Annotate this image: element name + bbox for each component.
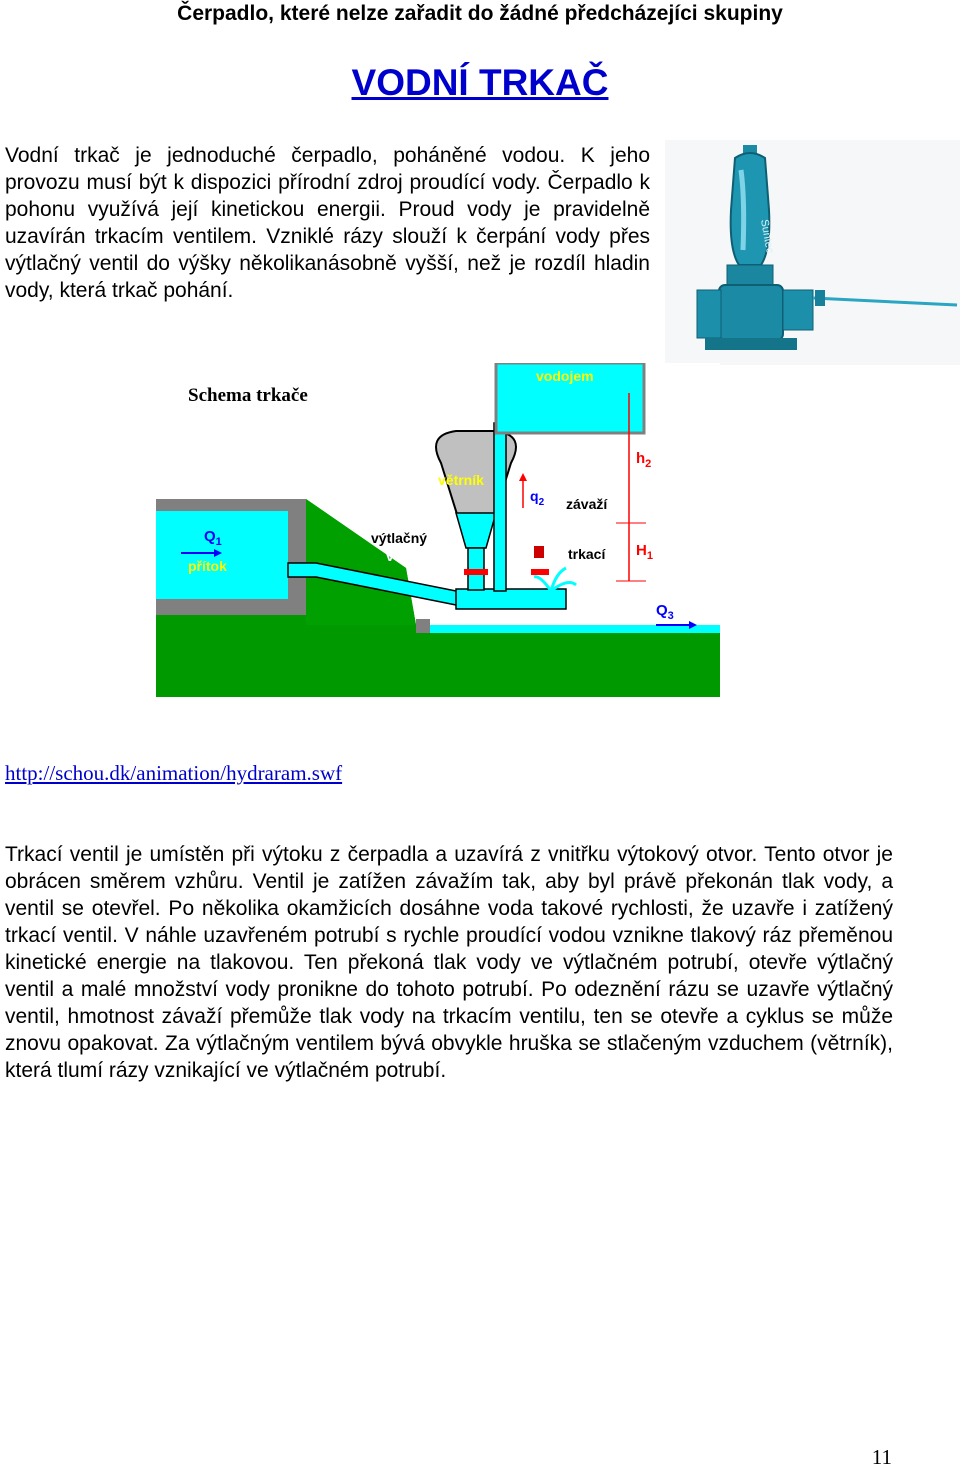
- label-trkaci-1: trkací: [568, 546, 606, 562]
- page-title: VODNÍ TRKAČ: [351, 62, 609, 103]
- label-vetrnik: větrník: [438, 472, 484, 488]
- svg-text:Suntec: Suntec: [758, 218, 776, 255]
- svg-text:h2: $h_2$: [636, 450, 652, 470]
- label-vytlacny-1: výtlačný: [371, 530, 428, 546]
- label-vodojem: vodojem: [536, 368, 594, 384]
- label-vytlacny-2: ventil: [386, 548, 423, 564]
- schema-title: Schema trkače: [188, 385, 308, 406]
- label-trkaci-2: ventil: [570, 564, 607, 580]
- svg-text:Q3: $Q_3$: [656, 602, 674, 622]
- hydraulic-ram-photo: [665, 140, 960, 365]
- page-header: Čerpadlo, které nelze zařadit do žádné předcházejíci skupiny: [177, 2, 783, 25]
- intro-paragraph: Vodní trkač je jednoduché čerpadlo, poháněné vodou. K jeho provozu musí být k dispozici přírodní zdroj proudící vody. Čerpadlo k pohonu využívá její kinetickou energii. Proud vody je pravidelně uzavírán trkacím ventilem. Vzniklé rázy slouží k čerpání vody přes výtlačný ventil do výšky několikanásobně vyšší, než je rozdíl hladin vody, která trkač pohání.: [5, 144, 650, 302]
- body-paragraph: Trkací ventil je umístěn při výtoku z čerpadla a uzavírá z vnitřku výtokový otvor. Tento otvor je obrácen směrem vzhůru. Ventil je zatížen závažím tak, aby byl právě překonán tlak vody, a ventil se otevřel. Po několika okamžicích dosáhne voda takové rychlosti, že uzavře i zatížený trkací ventil. V náhle uzavřeném potrubí s rychle proudící vodou vznikne tlakový ráz přeměnou kinetické energie na tlakovou. Ten překoná tlak vody ve výtlačném potrubí, otevře výtlačný ventil a malé množství vody pronikne do tohoto potrubí. Po odeznění rázu se uzavře výtlačný ventil, hmotnost závaží přemůže tlak vody na trkacím ventilu, ten se otevře a cyklus se může znovu opakovat. Za výtlačným ventilem bývá obvykle hruška se stlačeným vzduchem (větrník), která tlumí rázy vznikající ve výtlačném potrubí.: [5, 843, 893, 1082]
- label-Q1: Q: [204, 528, 216, 545]
- svg-text:q2: $q_2$: [530, 488, 545, 508]
- delivery-valve-icon: [464, 569, 488, 575]
- svg-text:Q1: $Q_1$: [204, 528, 222, 548]
- label-H1: H: [636, 542, 647, 559]
- label-zavazi: závaží: [566, 496, 608, 512]
- svg-text:H1: $H_1$: [636, 542, 653, 562]
- label-h2: h: [636, 450, 646, 467]
- impulse-valve-icon: [531, 569, 549, 575]
- animation-link[interactable]: http://schou.dk/animation/hydraram.swf: [5, 761, 343, 785]
- outlet-water: [416, 625, 720, 633]
- page-number: 11: [871, 1445, 892, 1469]
- inlet-water: [156, 511, 288, 599]
- label-q2: q: [530, 488, 539, 504]
- label-pritok: přítok: [188, 558, 227, 574]
- hydraulic-ram-schema: [156, 363, 720, 697]
- label-Q3: Q: [656, 602, 668, 619]
